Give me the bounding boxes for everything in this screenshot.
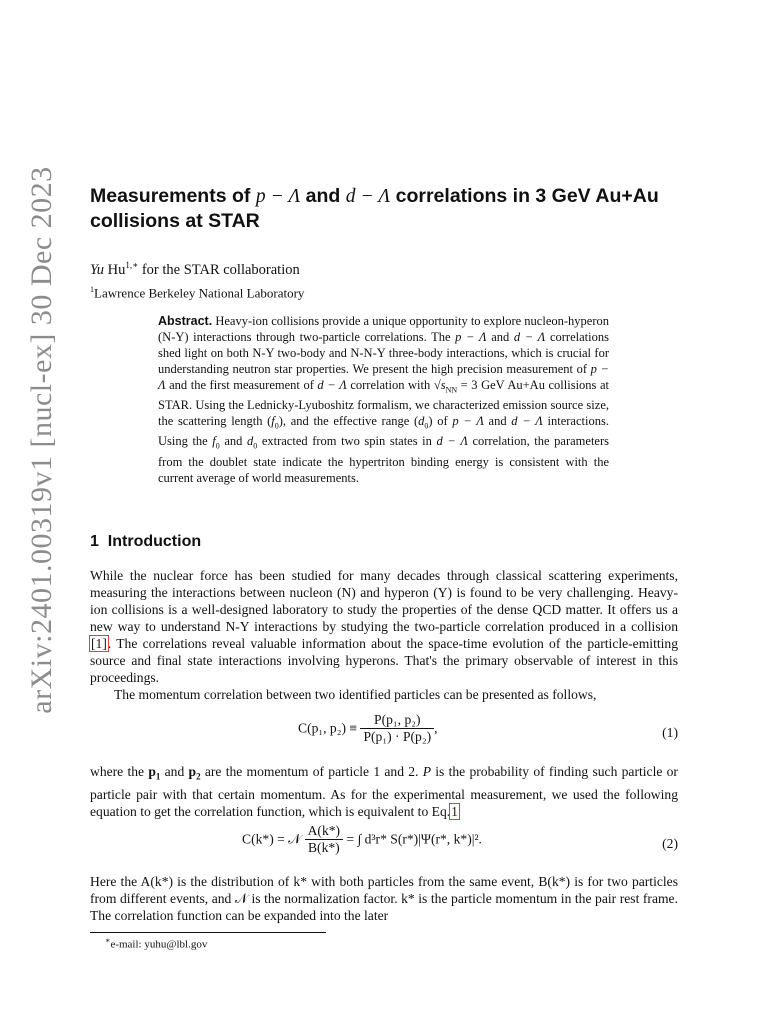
abstract-subscript: NN — [445, 385, 458, 395]
equation-fraction — [305, 823, 343, 856]
abstract-text: and — [486, 329, 514, 344]
title-symbol-d-lambda: d − Λ — [345, 186, 391, 207]
paragraph-text: are the momentum of particle 1 and 2. — [200, 764, 423, 779]
equation-fraction — [360, 712, 434, 745]
equation-rhs: = ∫ d³r* S(r*)|Ψ(r*, k*)|². — [346, 831, 482, 847]
abstract-text: correlation, the parameters from the doublet state indicate the hypertriton binding energy is consistent with the current average of world measurements. — [158, 434, 609, 485]
fraction-numerator: A(k*) — [305, 823, 343, 840]
abstract-label: Abstract. — [158, 314, 213, 328]
fraction-numerator: P(p₁, p₂) — [360, 712, 434, 729]
abstract-text: and — [219, 434, 247, 449]
abstract-symbol: d — [247, 434, 254, 449]
equation-1-body — [298, 712, 438, 745]
footnote — [105, 936, 207, 951]
equation-number: (1) — [662, 725, 678, 740]
equation-lhs: C(k*) = 𝒩 — [242, 831, 302, 847]
citation-link[interactable]: [1] — [91, 636, 107, 651]
affiliation-superscript: 1 — [90, 285, 94, 294]
abstract-text: extracted from two spin states in — [257, 434, 437, 449]
section-number: 1 — [90, 533, 99, 550]
paragraph-text: . The correlations reveal valuable information about the space-time evolution of the particle-emitting source and final state interactions involving hyperons. That's the primary observable of interest in this proceedings. — [90, 636, 678, 685]
paragraph-text: where the — [90, 764, 149, 779]
intro-paragraph-1 — [90, 567, 678, 703]
footnote-rule — [90, 932, 326, 933]
abstract-text: interactions. Using the — [158, 413, 609, 449]
title-text: and — [300, 185, 346, 207]
equation-2-body — [242, 823, 482, 856]
affiliation — [90, 285, 304, 301]
abstract-text: ) of — [428, 413, 453, 428]
equation-punct: , — [434, 720, 438, 736]
abstract-text: ), and the effective range ( — [278, 413, 419, 428]
equation-reference-link[interactable]: 1 — [451, 803, 458, 819]
equation-1 — [90, 712, 678, 756]
equation-number: (2) — [662, 836, 678, 851]
section-heading — [90, 533, 201, 551]
title-text: Measurements of — [90, 185, 256, 207]
equation-lhs: C(p₁, p₂) ≡ — [298, 720, 358, 736]
abstract-symbol: d − Λ — [513, 329, 546, 344]
paragraph-text: Here the A(k*) is the distribution of k* with both particles from the same event, B(k*) is for two particles from different events, and 𝒩 is the normalization factor. k* is the particle momentum in the pair rest frame. The correlation function can be expanded into the later — [90, 874, 678, 923]
symbol-P: P — [422, 764, 432, 779]
abstract-subscript: 0 — [274, 421, 279, 431]
abstract-symbol: d − Λ — [317, 377, 347, 392]
abstract-symbol: f — [212, 434, 216, 449]
abstract-subscript: 0 — [253, 441, 258, 451]
paragraph-text: While the nuclear force has been studied for many decades through classical scattering experiments, measuring the interactions between nucleon (N) and hyperon (Y) is found to be very challenging. Heavy-ion collisions is a well-designed laboratory to study the properties of the dense QCD matter. It offers us a new way to understand N-Y interactions by studying the two-particle correlation produced in a collision — [90, 568, 678, 634]
affiliation-name: Lawrence Berkeley National Laboratory — [94, 285, 305, 301]
arxiv-identifier: arXiv:2401.00319v1 [nucl-ex] 30 Dec 2023 — [25, 166, 58, 714]
abstract-subscript: 0 — [215, 441, 220, 451]
abstract-text: correlation with — [346, 377, 434, 392]
fraction-denominator: P(p₁) · P(p₂) — [363, 729, 432, 744]
footnote-email: e-mail: yuhu@lbl.gov — [110, 938, 208, 951]
author-superscript: 1,∗ — [125, 260, 139, 270]
abstract-symbol: d − Λ — [436, 434, 468, 449]
momentum-p2: $p_2$ — [188, 764, 201, 782]
abstract-symbol: p − Λ — [158, 361, 609, 392]
abstract-symbol: p − Λ — [452, 413, 484, 428]
momentum-p1: $p_1$ — [148, 764, 161, 782]
title-text: correlations in 3 GeV Au+Au collisions at STAR — [90, 185, 659, 232]
section-title: Introduction — [107, 533, 202, 550]
abstract-text: and the first measurement of — [165, 377, 318, 392]
abstract-text: = 3 GeV Au+Au collisions at STAR. Using the Lednicky-Lyuboshitz formalism, we characterized emission source size, the scattering length ( — [158, 377, 609, 428]
title-symbol-p-lambda: p − Λ — [255, 186, 301, 207]
abstract-symbol: d − Λ — [511, 413, 543, 428]
author-first-name: Yu — [90, 261, 104, 278]
paragraph-text: and — [160, 764, 189, 779]
arxiv-side-stamp — [22, 166, 62, 714]
abstract-text: correlations shed light on both N-Y two-body and N-N-Y three-body interactions, which is crucial for understanding neutron star properties. We present the high precision measurement of — [158, 329, 609, 376]
intro-paragraph-2 — [90, 763, 678, 820]
abstract — [158, 314, 609, 487]
intro-paragraph-3 — [90, 873, 678, 924]
footnote-marker: ∗ — [105, 936, 111, 945]
abstract-symbol: √s — [433, 377, 446, 392]
fraction-denominator: B(k*) — [307, 840, 340, 855]
abstract-symbol: d — [418, 413, 425, 428]
abstract-text: and — [483, 413, 512, 428]
paragraph-text: The momentum correlation between two identified particles can be presented as follows, — [114, 687, 597, 702]
equation-2 — [90, 823, 678, 867]
paragraph-text: is the probability of finding such particle or particle pair with that certain momentum. As for the experimental measurement, we used the following equation to get the correlation function, which is equivalent to Eq. — [90, 764, 678, 819]
paper-title — [90, 184, 690, 233]
abstract-symbol: f — [271, 413, 275, 428]
author-line — [90, 260, 300, 279]
author-last-name: Hu — [103, 261, 126, 278]
abstract-text: Heavy-ion collisions provide a unique opportunity to explore nucleon-hyperon (N-Y) interactions through two-particle correlations. The — [158, 314, 609, 344]
abstract-subscript: 0 — [424, 421, 429, 431]
abstract-symbol: p − Λ — [455, 329, 487, 344]
collaboration-text: for the STAR collaboration — [138, 261, 300, 278]
